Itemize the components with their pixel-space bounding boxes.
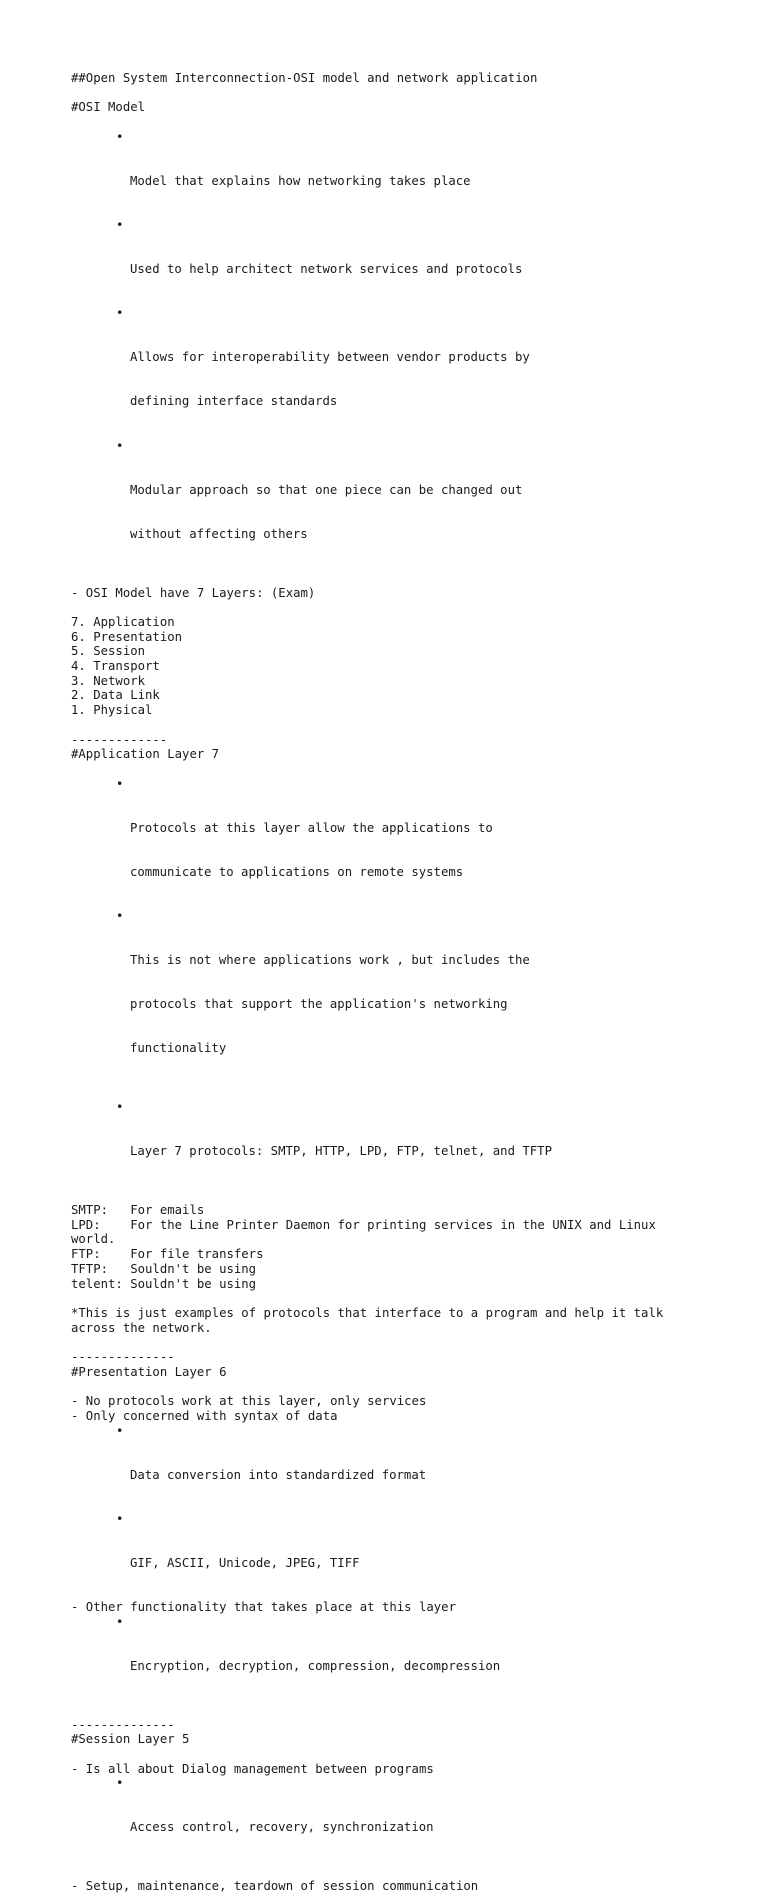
bullet-dot: • — [116, 306, 124, 321]
bullet-dot: • — [116, 1614, 124, 1629]
bullet-dot: • — [116, 218, 124, 232]
layer-item: 4. Transport — [71, 659, 160, 674]
list-item: • GIF, ASCII, Unicode, JPEG, TIFF — [116, 1511, 360, 1570]
layer-item: 3. Network — [71, 673, 146, 688]
protocol-line: TFTP: Souldn't be using — [71, 1261, 257, 1276]
list-item: • Allows for interoperability between vendor products by defining interface standards — [116, 306, 530, 409]
presentation-line: - No protocols work at this layer, only services — [71, 1394, 427, 1409]
application-heading: #Application Layer 7 — [71, 747, 220, 762]
list-item: • Modular approach so that one piece can be changed out without affecting others — [116, 438, 523, 541]
list-item: • Used to help architect network services and protocols — [116, 218, 523, 277]
layer-item: 2. Data Link — [71, 688, 160, 703]
osi-layers-list — [71, 615, 768, 718]
list-item: • Access control, recovery, synchronization — [116, 1776, 434, 1835]
layer-item: 7. Application — [71, 614, 175, 629]
bullet-dot: • — [116, 129, 124, 144]
presentation-line: - Only concerned with syntax of data — [71, 1408, 338, 1423]
layer-item: 6. Presentation — [71, 629, 183, 644]
presentation-heading: #Presentation Layer 6 — [71, 1364, 227, 1379]
bullet-dot: • — [116, 908, 124, 923]
list-item: • Model that explains how networking takes place — [116, 129, 471, 188]
list-item: • Encryption, decryption, compression, decompression — [116, 1614, 501, 1673]
session-line: - Is all about Dialog management between programs — [71, 1761, 434, 1776]
protocol-line: world. — [71, 1232, 116, 1247]
protocol-line: SMTP: For emails — [71, 1203, 205, 1218]
layers-intro: - OSI Model have 7 Layers: (Exam) — [71, 585, 316, 600]
osi-heading: #OSI Model — [71, 100, 146, 115]
list-item: • Layer 7 protocols: SMTP, HTTP, LPD, FTP, telnet, and TFTP — [116, 1100, 552, 1159]
session-line: - Setup, maintenance, teardown of session communication — [71, 1879, 479, 1894]
application-note: *This is just examples of protocols that interface to a program and help it talk across the network. — [71, 1305, 664, 1335]
protocol-line: telent: Souldn't be using — [71, 1276, 257, 1291]
bullet-dot: • — [116, 1511, 124, 1526]
list-item: • Data conversion into standardized format — [116, 1423, 427, 1482]
bullet-dot: • — [116, 1100, 124, 1115]
bullet-dot: • — [116, 776, 124, 791]
protocol-line: FTP: For file transfers — [71, 1247, 264, 1262]
list-item: • This is not where applications work , but includes the protocols that support the application's networking functionality — [116, 908, 530, 1056]
list-item: • Protocols at this layer allow the applications to communicate to applications on remote systems — [116, 776, 493, 879]
section-divider: -------------- — [71, 1350, 175, 1365]
session-heading: #Session Layer 5 — [71, 1732, 190, 1747]
protocol-list — [71, 1203, 768, 1291]
osi-bullet-list — [71, 130, 768, 571]
protocol-line: LPD: For the Line Printer Daemon for printing services in the UNIX and Linux — [71, 1217, 656, 1232]
section-divider: -------------- — [71, 1717, 175, 1732]
bullet-dot: • — [116, 1423, 124, 1438]
layer-item: 1. Physical — [71, 703, 153, 718]
presentation-line: - Other functionality that takes place at this layer — [71, 1599, 456, 1614]
bullet-dot: • — [116, 1776, 124, 1791]
application-bullet-list — [71, 777, 768, 1086]
section-divider: ------------- — [71, 732, 168, 747]
bullet-dot: • — [116, 438, 124, 453]
document-title: ##Open System Interconnection-OSI model and network application — [71, 71, 538, 85]
layer-item: 5. Session — [71, 644, 146, 659]
